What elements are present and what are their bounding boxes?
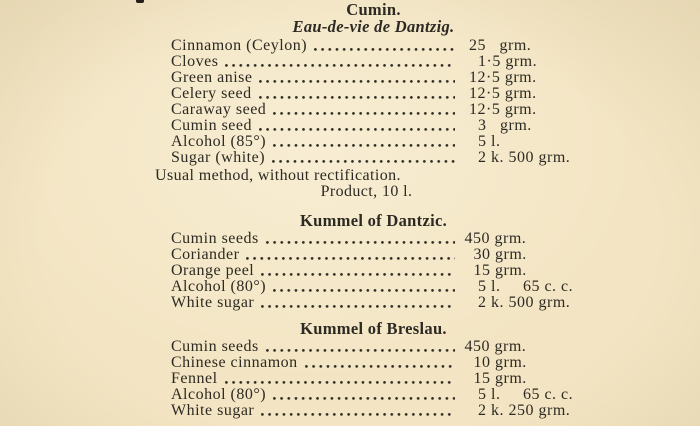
- dot-leader: [273, 289, 455, 292]
- recipe-section-kummel-dantzic: [150, 212, 597, 311]
- dot-leader: [266, 241, 455, 244]
- dot-leader: [266, 349, 455, 352]
- ingredient-quantity: 12·5 grm.: [460, 101, 537, 118]
- ingredient-quantity: 450 grm.: [460, 338, 527, 355]
- ingredient-name: Cinnamon (Ceylon): [171, 37, 308, 54]
- ingredient-quantity: 15 grm.: [460, 370, 527, 387]
- ingredient-name: White sugar: [171, 402, 255, 419]
- product-note: Product, 10 l.: [320, 183, 413, 200]
- dot-leader: [273, 397, 455, 400]
- dot-leader: [246, 257, 455, 260]
- ingredient-row: [150, 54, 597, 70]
- ingredient-name: Alcohol (80°): [171, 278, 267, 295]
- ingredient-row: [150, 387, 597, 403]
- ingredient-quantity: 10 grm.: [460, 354, 527, 371]
- ingredient-name: Fennel: [171, 370, 218, 387]
- ingredient-quantity: 5 l. 65 c. c.: [460, 386, 574, 403]
- dot-leader: [273, 144, 455, 147]
- ingredient-name: Alcohol (85°): [171, 133, 267, 150]
- section-subtitle: Eau-de-vie de Dantzig.: [292, 17, 455, 36]
- dot-leader: [272, 160, 455, 163]
- dot-leader: [261, 273, 455, 276]
- section-title: Kummel of Dantzic.: [300, 211, 447, 230]
- dot-leader: [259, 128, 455, 131]
- dot-leader: [261, 413, 455, 416]
- ingredient-quantity: 2 k. 500 grm.: [460, 149, 571, 166]
- ingredient-quantity: 12·5 grm.: [460, 69, 537, 86]
- ingredient-row: [150, 38, 597, 54]
- ingredient-quantity: 5 l. 65 c. c.: [460, 278, 574, 295]
- ingredient-row: [150, 279, 597, 295]
- ingredient-name: Coriander: [171, 246, 240, 263]
- ingredient-list: [150, 231, 597, 311]
- ingredient-name: White sugar: [171, 294, 255, 311]
- ingredient-list: [150, 38, 597, 166]
- ingredient-name: Cloves: [171, 53, 219, 70]
- ingredient-name: Orange peel: [171, 262, 255, 279]
- ingredient-name: Caraway seed: [171, 101, 267, 118]
- ingredient-name: Cumin seed: [171, 117, 252, 134]
- ingredient-row: [150, 339, 597, 355]
- ingredient-name: Sugar (white): [171, 149, 266, 166]
- ingredient-name: Green anise: [171, 69, 253, 86]
- ingredient-name: Alcohol (80°): [171, 386, 267, 403]
- ingredient-quantity: 5 l.: [460, 133, 501, 150]
- page-content: [150, 0, 597, 419]
- ingredient-quantity: 15 grm.: [460, 262, 527, 279]
- ingredient-row: [150, 231, 597, 247]
- ingredient-row: [150, 263, 597, 279]
- ingredient-quantity: 3 grm.: [460, 117, 532, 134]
- dot-leader: [273, 112, 455, 115]
- ingredient-row: [150, 371, 597, 387]
- ingredient-quantity: 1·5 grm.: [460, 53, 538, 70]
- ingredient-list: [150, 339, 597, 419]
- print-artifact-mark: [136, 0, 144, 3]
- dot-leader: [314, 48, 455, 51]
- method-note: Usual method, without rectification.: [155, 167, 401, 184]
- ingredient-name: Cumin seeds: [171, 230, 259, 247]
- dot-leader: [225, 381, 455, 384]
- ingredient-row: [150, 150, 597, 166]
- ingredient-row: [150, 70, 597, 86]
- ingredient-row: [150, 355, 597, 371]
- ingredient-row: [150, 134, 597, 150]
- ingredient-row: [150, 86, 597, 102]
- dot-leader: [305, 365, 455, 368]
- recipe-section-kummel-breslau: [150, 321, 597, 419]
- ingredient-quantity: 12·5 grm.: [460, 85, 537, 102]
- ingredient-row: [150, 247, 597, 263]
- dot-leader: [259, 96, 455, 99]
- ingredient-name: Chinese cinnamon: [171, 354, 298, 371]
- ingredient-row: [150, 118, 597, 134]
- ingredient-row: [150, 295, 597, 311]
- dot-leader: [261, 305, 455, 308]
- section-title: Cumin.: [346, 0, 401, 19]
- ingredient-name: Celery seed: [171, 85, 252, 102]
- ingredient-quantity: 450 grm.: [460, 230, 527, 247]
- ingredient-quantity: 2 k. 500 grm.: [460, 294, 571, 311]
- recipe-section-cumin: [150, 2, 597, 200]
- ingredient-quantity: 2 k. 250 grm.: [460, 402, 571, 419]
- section-title: Kummel of Breslau.: [300, 319, 447, 338]
- ingredient-name: Cumin seeds: [171, 338, 259, 355]
- ingredient-row: [150, 102, 597, 118]
- dot-leader: [259, 80, 455, 83]
- ingredient-quantity: 30 grm.: [460, 246, 527, 263]
- ingredient-row: [150, 403, 597, 419]
- ingredient-quantity: 25 grm.: [460, 37, 532, 54]
- dot-leader: [225, 64, 455, 67]
